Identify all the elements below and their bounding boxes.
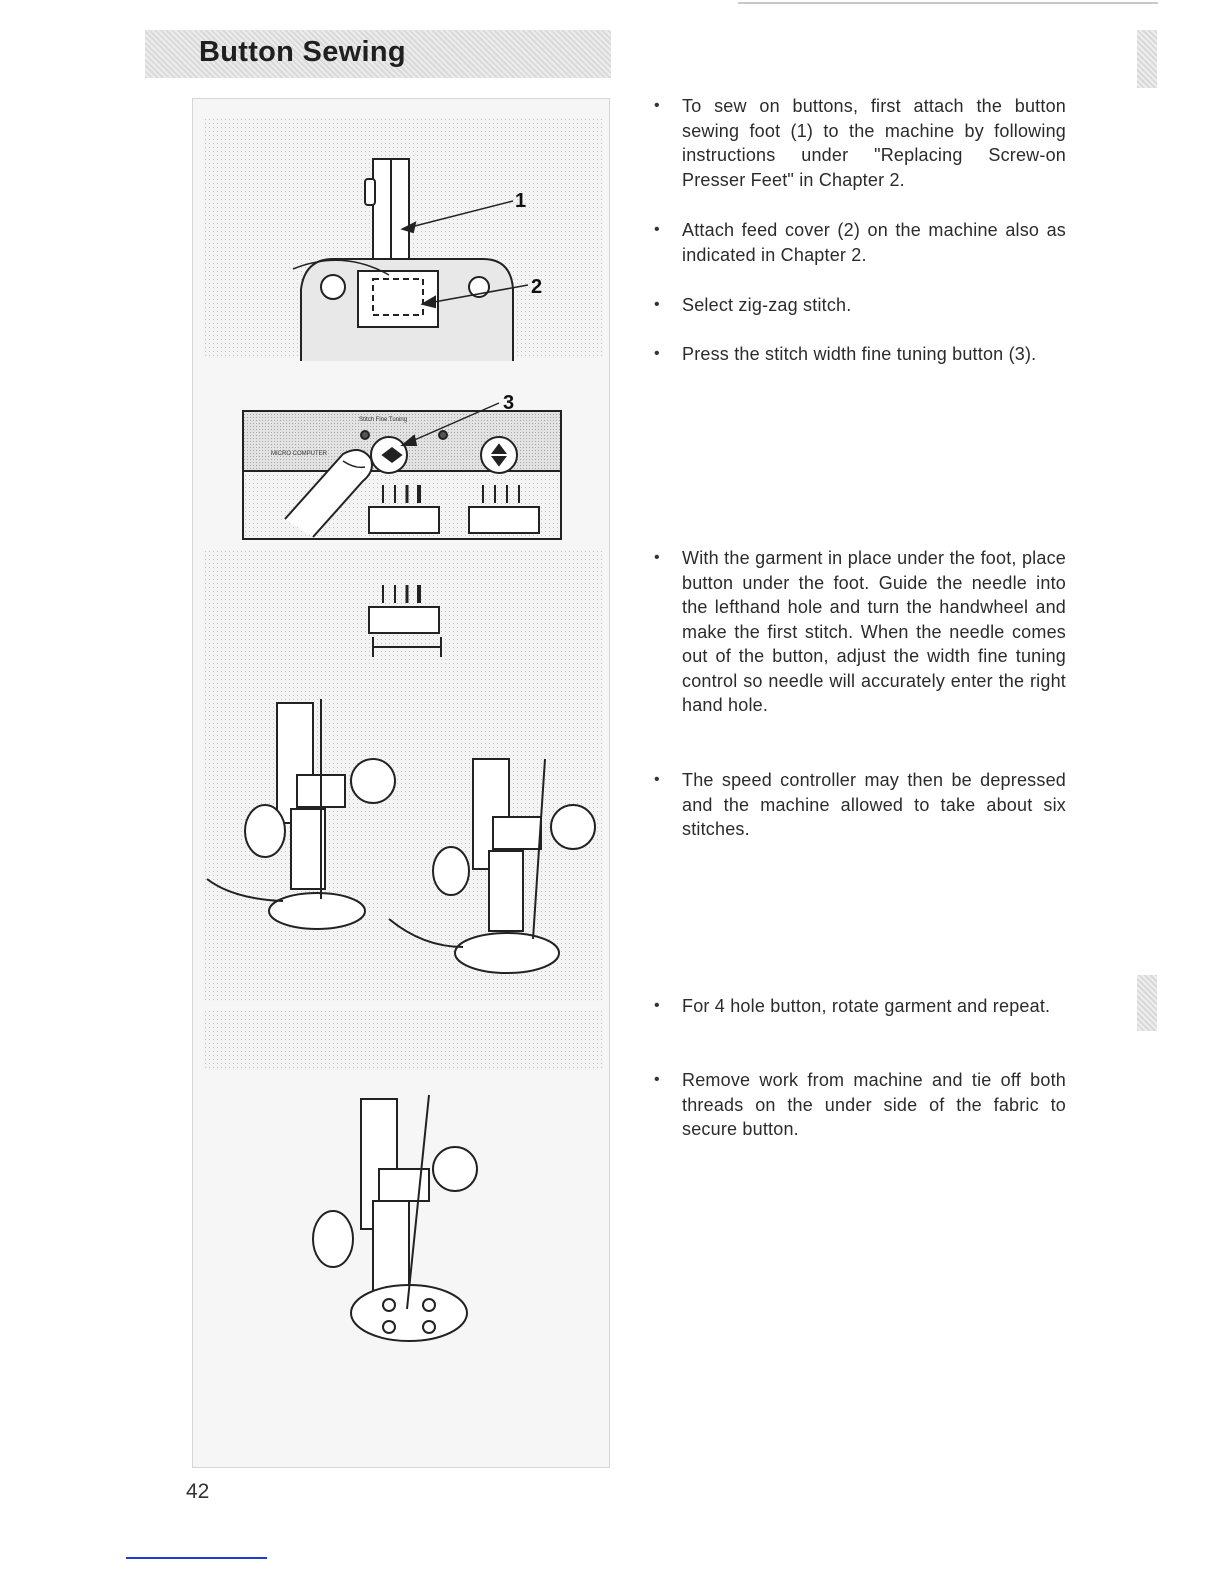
instruction-text: For 4 hole button, rotate garment and repeat.	[682, 996, 1051, 1016]
title-bar	[145, 30, 611, 78]
side-tab-middle	[1137, 975, 1157, 1031]
panel-label: Stitch Fine Tuning	[359, 417, 408, 423]
instruction-text: To sew on buttons, first attach the button sewing foot (1) to the machine by following instructions under "Replacing Screw-on Presser Feet" in Chapter 2.	[682, 96, 1066, 190]
instruction-item	[654, 342, 1066, 367]
instruction-item	[654, 1068, 1066, 1142]
instruction-text: Remove work from machine and tie off both threads on the under side of the fabric to secure button.	[682, 1070, 1066, 1139]
instruction-text: Press the stitch width fine tuning button (3).	[682, 344, 1037, 364]
figure-finished-button	[313, 1095, 477, 1341]
bullet-icon: •	[654, 1071, 660, 1088]
callout-3: 3	[503, 392, 515, 414]
instruction-item	[654, 293, 1066, 318]
page-title: Button Sewing	[199, 36, 406, 68]
callout-1: 1	[515, 190, 527, 212]
instruction-item	[654, 994, 1066, 1019]
instruction-item	[654, 94, 1066, 192]
callout-2: 2	[531, 276, 543, 298]
side-tab-top	[1137, 30, 1157, 88]
page-number: 42	[186, 1480, 210, 1503]
bullet-icon: •	[654, 771, 660, 788]
bullet-icon: •	[654, 97, 660, 114]
bullet-icon: •	[654, 345, 660, 362]
bullet-icon: •	[654, 997, 660, 1014]
bullet-icon: •	[654, 296, 660, 313]
figure-button-foot	[203, 119, 603, 361]
instruction-item	[654, 546, 1066, 718]
instruction-text: With the garment in place under the foot, place button under the foot. Guide the needle into the lefthand hole and turn the handwheel and make the first stitch. When the needle comes out of the button, adjust the width fine tuning control so needle will accurately enter the right hand hole.	[682, 548, 1066, 715]
instruction-text: The speed controller may then be depressed and the machine allowed to take about six stitches.	[682, 770, 1066, 839]
bullet-icon: •	[654, 549, 660, 566]
instruction-text: Select zig-zag stitch.	[682, 295, 852, 315]
top-rule	[738, 2, 1158, 4]
panel-brand: MICRO COMPUTER	[271, 451, 327, 457]
instruction-text: Attach feed cover (2) on the machine also as indicated in Chapter 2.	[682, 220, 1066, 265]
instruction-item	[654, 768, 1066, 842]
bullet-icon: •	[654, 221, 660, 238]
figure-control-panel	[243, 403, 561, 539]
illustration-svg	[193, 99, 611, 1469]
illustration-panel	[192, 98, 610, 1468]
bottom-link-underline[interactable]	[126, 1557, 267, 1559]
instruction-item	[654, 218, 1066, 267]
